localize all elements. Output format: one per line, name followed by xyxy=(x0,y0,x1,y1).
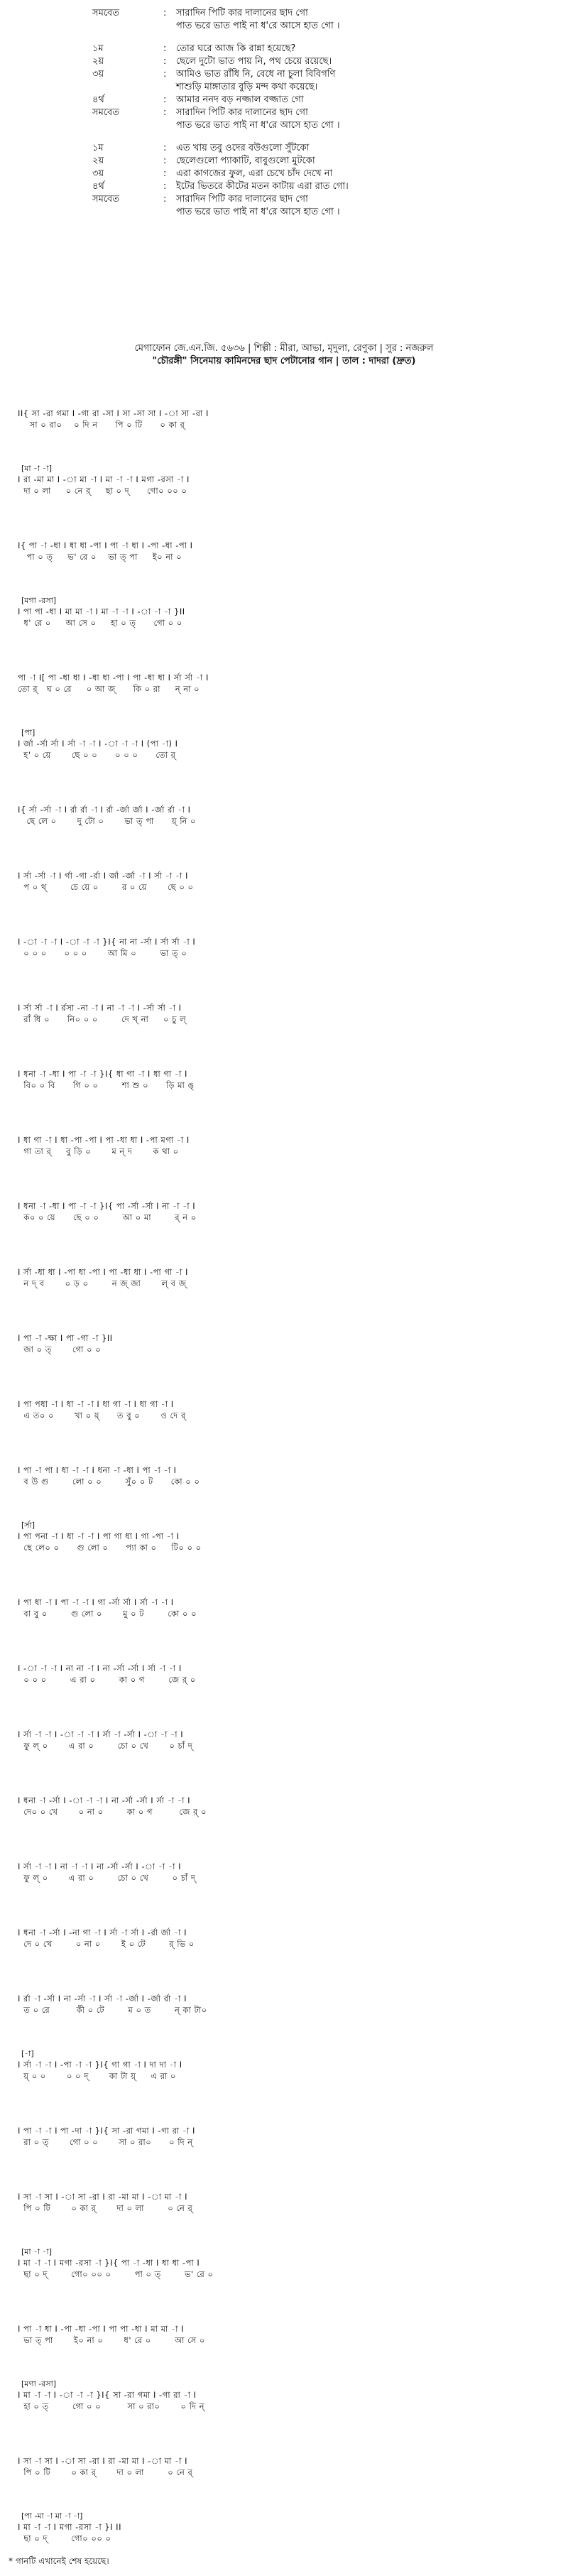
separator: : xyxy=(163,94,167,105)
lyric-text: এরা কাগজের ফুল, এরা চেখে চাঁদ দেখে না xyxy=(176,168,333,179)
notation-line xyxy=(18,1903,557,1969)
lyric-line xyxy=(43,81,540,94)
syllable-row: হ' ০ য়ে ছে ০ ০ ০ ০ ০ তো র্ xyxy=(18,750,176,760)
lyric-text: সারাদিন পিটি কার দালানের ছাদ গো xyxy=(176,194,308,205)
syllable-row: বি০ ০ বি গি ০ ০ শা শু ০ ড়ি মা ঙ্ xyxy=(18,1080,195,1090)
notation-cue: [র্সা] xyxy=(21,1521,36,1530)
notation-line xyxy=(18,1506,557,1572)
swara-row: I র্সা -ধা ধা I -পা ধা -পা I পা -ধা ধা I -পা গা -া I xyxy=(18,1267,188,1277)
separator: : xyxy=(163,181,167,192)
separator xyxy=(163,20,176,33)
separator: : xyxy=(163,43,167,54)
lyric-line xyxy=(43,142,540,155)
syllable-row: গা তা র্ বু ড়ি ০ ম ন্ দ ক থা ০ xyxy=(18,1146,179,1156)
separator: : xyxy=(163,56,167,67)
notation-line xyxy=(18,2167,557,2233)
syllable-row: ত ০ রে কী ০ টে ম ০ ত ন্ কা টা০ xyxy=(18,2005,207,2015)
swara-row: I র্সা র্সা -া I র্রসা -না -া I না -া -া I -র্সা র্সা -া I xyxy=(18,1003,182,1013)
notation-line xyxy=(18,384,557,450)
notation-line xyxy=(18,2365,557,2431)
singer-label: সমবেত xyxy=(92,8,120,18)
swara-row: I র্সা -া -া I -া -া -া I র্সা -া -র্সা I -া -া -া I xyxy=(18,1729,184,1739)
syllable-row: পা ০ ত্ ভ' রে ০ ভা ত্ পা ই০ না ০ xyxy=(18,552,182,562)
singer-label xyxy=(43,119,163,132)
notation-line xyxy=(18,912,557,978)
syllable-row: সা ০ রা০ ০ দি ন পি ০ টি ০ কা র্ xyxy=(18,420,185,430)
notation-cue: [মা -া -া] xyxy=(21,2247,52,2256)
notation-line xyxy=(18,1837,557,1903)
notation-line xyxy=(18,450,557,516)
syllable-row: ব উ গু লো ০ ০ সুঁ০ ০ ট কো ০ ০ xyxy=(18,1477,200,1487)
lyric-line xyxy=(43,20,540,33)
swara-row: I সা -া সা I -া সা -রা I রা -মা মা I -া মা -া I xyxy=(18,2192,187,2202)
syllable-row: জা ০ ত্ গো ০ ০ xyxy=(18,1344,102,1354)
syllable-row: বা বু ০ গু লো ০ মু ০ ট কো ০ ০ xyxy=(18,1609,197,1619)
swara-row: I পা ধা -া I পা -া -া I গা -র্সা র্সা I র্সা -া -া I xyxy=(18,1597,174,1607)
film-line: "চৌরঙ্গী" সিনেমায় কামিনদের ছাদ পেটানোর গান | তাল : দাদরা (দ্রুত) xyxy=(152,356,416,366)
separator: : xyxy=(163,143,167,153)
syllable-row: পি ০ টি ০ কা র্ দা ০ লা ০ নে র্ xyxy=(18,2467,193,2477)
separator: : xyxy=(163,69,167,80)
record-info xyxy=(28,342,540,368)
swara-row: I -া -া -া I না না -া I না -র্সা -র্সা I র্সা -া -া I xyxy=(18,1663,182,1673)
singer-label xyxy=(43,206,163,219)
singer-label: ১ম xyxy=(92,43,104,54)
notation-cue: [-া] xyxy=(21,2049,34,2058)
swara-row: I মা -া -া I মগা -রসা -া }I II xyxy=(18,2522,121,2532)
record-line: মেগাফোন জে.এন.জি. ৫৬৩৬ | শিল্পী : মীরা, আভা, মৃদুলা, রেণুকা | সুর : নজরুল xyxy=(134,343,434,354)
swara-row: I ধনা -া -ধা I পা -া -া }I{ ধা গা -া I ধা গা -া I xyxy=(18,1069,187,1079)
notation-line xyxy=(18,978,557,1044)
singer-label: সমবেত xyxy=(92,194,120,205)
syllable-row: ছে লে০ ০ গু লো ০ প্যা কা ০ টি০ ০ ০ xyxy=(18,1543,202,1553)
lyric-line xyxy=(43,168,540,180)
notation-line xyxy=(18,714,557,780)
notation-line xyxy=(18,780,557,846)
swara-row: II{ সা -রা গমা I -গা রা -সা I সা -সা সা I -া সা -রা I xyxy=(18,408,209,418)
swara-row: I পা -া -ক্ষা I পা -গা -া }II xyxy=(18,1333,113,1343)
notation-line xyxy=(18,1110,557,1176)
swara-row: I রা -মা মা I -া মা -া I মা -া -া I মগা -রসা -া I xyxy=(18,474,190,484)
notation-line xyxy=(18,582,557,648)
lyric-line xyxy=(43,107,540,119)
notation-line xyxy=(18,1176,557,1242)
syllable-row: ০ ০ ০ এ রা ০ কা ০ গ জে র্ ০ xyxy=(18,1675,196,1685)
lyric-line xyxy=(43,7,540,20)
swara-row: I র্সা -র্সা -া I র্গা -গা -র্রা I র্জা -র্জা -া I র্সা -া -া I xyxy=(18,871,188,881)
notation-line xyxy=(18,1705,557,1771)
syllable-row: য়্ ০ ০ ০ ০ দ্ কা টা য়্ এ রা ০ xyxy=(18,2071,176,2081)
separator: : xyxy=(163,168,167,179)
syllable-row: ফু ল্ ০ এ রা ০ চো ০ খে ০ চাঁ দ্ xyxy=(18,1873,196,1883)
swara-row: I ধনা -া -র্সা I -া -া -া I না -র্সা -র্সা I র্সা -া -া I xyxy=(18,1795,191,1805)
singer-label: ২য় xyxy=(92,156,104,166)
swara-row: I{ র্সা -র্সা -া I র্রা র্রা -া I র্রা -র্জা র্জা I -র্জা র্রা -া I xyxy=(18,805,191,815)
swara-row: I র্রা -া -র্সা I না -র্সা -া I র্সা -া -র্জা I -র্জা র্রা -া I xyxy=(18,1994,187,2004)
lyric-text: ইটের ভিতরে কীটের মতন কাটায় এরা রাত গো। xyxy=(176,181,349,192)
swara-row: I পা পনা -া I ধা -া -া I পা গা ধা I গা -পা -া I xyxy=(18,1531,180,1541)
lyric-text: ছেলেগুলো প্যাকাটি, বাবুগুলো মুটকো xyxy=(176,156,315,166)
notation-cue: [পা -মা -া মা -া -া] xyxy=(21,2511,83,2521)
notation-line xyxy=(18,1969,557,2035)
lyric-line xyxy=(43,180,540,193)
syllable-row: ভা ত্ পা ই০ না ০ ধ' রে ০ আ সে ০ xyxy=(18,2335,206,2345)
notation-line xyxy=(18,846,557,912)
swara-row: I পা -া ধা I -পা -ধা -পা I পা পা -ধা I মা মা -া I xyxy=(18,2324,184,2334)
lyric-text: তোর ঘরে আজ কি রান্না হয়েছে? xyxy=(176,43,296,54)
singer-label: সমবেত xyxy=(92,107,120,118)
lyric-text: পাত ভরে ভাত পাই না ধ'রে আসে হাত গো । xyxy=(176,120,340,131)
lyric-text: পাত ভরে ভাত পাই না ধ'রে আসে হাত গো । xyxy=(176,21,340,31)
notation-line xyxy=(18,2299,557,2365)
singer-label: ২য় xyxy=(92,56,104,67)
lyric-text: সারাদিন পিটি কার দালানের ছাদ গো xyxy=(176,8,308,18)
singer-label: ৪র্থ xyxy=(92,94,104,105)
syllable-row: ফু ল্ ০ এ রা ০ চো ০ খে ০ চাঁ দ্ xyxy=(18,1741,193,1751)
notation-line xyxy=(18,648,557,714)
syllable-row: হা ০ ত্ গো ০ ০ সা ০ রা০ ০ দি ন্ xyxy=(18,2401,204,2411)
notation-line xyxy=(18,2101,557,2167)
notation-line xyxy=(18,2497,557,2563)
notation-line xyxy=(18,2035,557,2101)
separator: : xyxy=(163,194,167,205)
lyric-text: এত খায় তবু ওদের বউগুলো সুঁটকো xyxy=(176,143,310,153)
notation-cue: [মগা -রসা] xyxy=(21,596,57,605)
notation-line xyxy=(18,516,557,582)
syllable-row: ন দ্ ব ০ ড় ০ ন জ্ জা ল্ ব জ্ xyxy=(18,1278,187,1288)
notation-cue: [মা -া -া] xyxy=(21,464,52,473)
lyric-line xyxy=(43,68,540,81)
stanza-gap xyxy=(43,33,540,43)
swara-row: I পা পধা -া I ধা -া -া I ধা গা -া I ধা গা -া I xyxy=(18,1399,174,1409)
notation-line xyxy=(18,1638,557,1705)
swara-row: I{ পা -া -ধা I ধা ধা -পা I পা -া ধা I -পা -ধা -পা I xyxy=(18,540,193,550)
stanza-gap xyxy=(43,132,540,142)
lyric-text: শাশুড়ি মাঙ্গাতার বুড়ি মন্দ কথা কয়েছে। xyxy=(176,82,318,92)
separator: : xyxy=(163,107,167,118)
singer-label: ৪র্থ xyxy=(92,181,104,192)
syllable-row: ছে লে ০ দু টো ০ ভা ত্ পা য়্ নি ০ xyxy=(18,816,197,826)
syllable-row: এ ত০ ০ খা ০ য়্ ত বু ০ ও দে র্ xyxy=(18,1411,186,1420)
separator xyxy=(163,206,176,219)
separator: : xyxy=(163,8,167,18)
swara-row: I ধা গা -া I ধা -পা -পা I পা -ধা ধা I -পা মগা -া I xyxy=(18,1135,190,1145)
syllable-row: প ০ থ্ চে য়ে ০ র ০ য়ে ছে ০ ০ xyxy=(18,882,194,892)
notation-line xyxy=(18,1242,557,1308)
swara-row: I মা -া -া I -া -া -া }I{ সা -রা গমা I -গা রা -া I xyxy=(18,2390,197,2400)
singer-label: ১ম xyxy=(92,143,104,153)
swara-row: I র্সা -া -া I -পা -া -া }I{ গা গা -া I দা দা -া I xyxy=(18,2060,182,2070)
notation-cue: [মগা -রসা] xyxy=(21,2379,57,2388)
separator xyxy=(163,119,176,132)
notation-line xyxy=(18,1771,557,1837)
lyric-line xyxy=(43,193,540,206)
lyric-line xyxy=(43,43,540,55)
syllable-row: দে০ ০ খে ০ না ০ কা ০ গ জে র্ ০ xyxy=(18,1807,207,1817)
syllable-row: পি ০ টি ০ কা র্ দা ০ লা ০ নে র্ xyxy=(18,2203,193,2213)
syllable-row: তো র্ ঘ ০ রে ০ আ জ্ কি ০ রা ন্ না ০ xyxy=(18,684,200,694)
lyric-line xyxy=(43,94,540,107)
syllable-row: দে ০ খে ০ না ০ ই ০ টে র্ ভি ০ xyxy=(18,1939,195,1949)
swara-row: I ধনা -া -র্সা I -না গা -া I র্সা -া র্সা I -র্রা র্জা -া I xyxy=(18,1928,187,1938)
footnote: * গানটি এখানেই শেষ হয়েছে। xyxy=(9,2556,109,2566)
swara-row: I র্জা -র্সা র্সা I র্সা -া -া I -া -া -া I (পা -া) I xyxy=(18,739,178,749)
lyric-line xyxy=(43,55,540,68)
swara-row: I -া -া -া I -া -া -া }I{ না না -র্সা I র্সা র্সা -া I xyxy=(18,937,196,947)
notation-line xyxy=(18,2431,557,2497)
singer-label xyxy=(43,20,163,33)
syllable-row: দা ০ লা ০ নে র্ ছা ০ দ্ গো০ ০০ ০ xyxy=(18,486,187,496)
lyric-line xyxy=(43,206,540,219)
lyric-text: ছেলে দুটো ভাত পায় নি, পথ চেয়ে রয়েছে। xyxy=(176,56,332,67)
swara-row: I মা -া -া I মগা -রসা -া }I{ পা -া -ধা I ধা ধা -পা I xyxy=(18,2258,200,2268)
syllable-row: ছা ০ দ্ গো০ ০০ ০ xyxy=(18,2533,111,2543)
lyric-text: পাত ভরে ভাত পাই না ধ'রে আসে হাত গো । xyxy=(176,207,340,217)
lyric-line xyxy=(43,119,540,132)
separator xyxy=(163,81,176,94)
swara-row: I র্সা -া -া I না -া -া I না -র্সা -র্সা I -া -া -া I xyxy=(18,1862,181,1871)
syllable-row: ক০ ০ য়ে ছে ০ ০ আ ০ মা র্ ন ০ xyxy=(18,1212,197,1222)
swara-row: পা -া I[ পা -ধা ধা I -ধা ধা -পা I পা -ধা ধা I র্সা র্সা -া I xyxy=(18,673,209,683)
swara-row: I পা -া পা I ধা -া -া I ধনা -া -ধা I পা -া -া I xyxy=(18,1465,177,1475)
syllable-row: ০ ০ ০ ০ ০ ০ আ মি ০ ভা ত্ ০ xyxy=(18,948,187,958)
syllable-row: রা ০ ত্ গো ০ ০ সা ০ রা০ ০ দি ন্ xyxy=(18,2137,193,2147)
syllable-row: রাঁ ধি ০ নি০ ০ ০ দে খ্ না ০ চু ল্ xyxy=(18,1014,187,1024)
singer-label: ৩য় xyxy=(92,168,104,179)
singer-label xyxy=(43,81,163,94)
notation-block xyxy=(18,384,557,2563)
lyrics-block xyxy=(43,7,540,219)
syllable-row: ছা ০ দ্ গো০ ০০ ০ পা ০ ত্ ভ' রে ০ xyxy=(18,2269,214,2279)
notation-line xyxy=(18,2233,557,2299)
swara-row: I ধনা -া -ধা I পা -া -া }I{ পা -র্সা -র্সা I না -া -া I xyxy=(18,1201,196,1211)
swara-row: I পা পা -ধা I মা মা -া I মা -া -া I -া -া -া }II xyxy=(18,607,185,616)
notation-line xyxy=(18,1374,557,1440)
notation-line xyxy=(18,1308,557,1374)
notation-cue: [পা] xyxy=(21,728,36,737)
lyric-text: আমিও ভাত রাঁধি নি, বেধে না চুলা বিবিগণি xyxy=(176,69,336,80)
singer-label: ৩য় xyxy=(92,69,104,80)
swara-row: I পা -া -া I পা -দা -া }I{ সা -রা গমা I -গা রা -া I xyxy=(18,2126,195,2136)
notation-line xyxy=(18,1044,557,1110)
lyric-line xyxy=(43,155,540,168)
separator: : xyxy=(163,156,167,166)
syllable-row: ধ' রে ০ আ সে ০ হা ০ ত্ গো ০ ০ xyxy=(18,618,182,628)
swara-row: I সা -া সা I -া সা -রা I রা -মা মা I -া মা -া I xyxy=(18,2456,187,2466)
lyric-text: সারাদিন পিটি কার দালানের ছাদ গো xyxy=(176,107,308,118)
notation-line xyxy=(18,1440,557,1506)
notation-line xyxy=(18,1572,557,1638)
lyric-text: আমার ননদ বড় নজ্জাল বজ্জাত গো xyxy=(176,94,304,105)
